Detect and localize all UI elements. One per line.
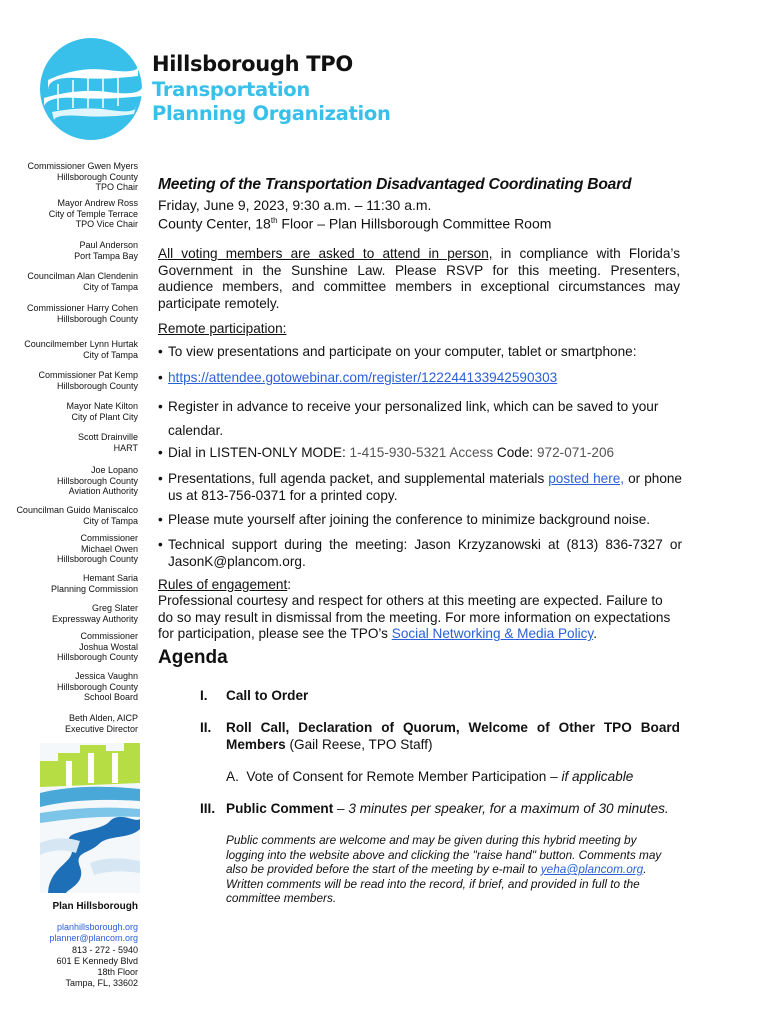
website-link[interactable]: planhillsborough.org (56, 922, 138, 933)
member-entry: Commissioner Michael Owen Hillsborough County (56, 533, 138, 564)
member-entry: Councilmember Lynn Hurtak City of Tampa (24, 339, 138, 360)
member-entry: Commissioner Pat Kemp Hillsborough County (38, 370, 138, 391)
member-entry: Scott Drainville HART (77, 432, 138, 453)
attendance-notice: All voting members are asked to attend in person, in compliance with Florida’s Government in the Sunshine Law. Please RSVP for this meeting. Presenters, audience members, and committee members in exceptional circumstances may participate remotely. (158, 246, 680, 311)
materials-link[interactable]: posted here, (548, 471, 625, 486)
member-entry: Mayor Andrew Ross City of Temple Terrace TPO Vice Chair (48, 198, 138, 229)
address-line: 18th Floor (97, 967, 138, 978)
board-members-list (0, 161, 138, 734)
agenda-item: III. Public Comment – 3 minutes per speaker, for a maximum of 30 minutes. (200, 801, 669, 816)
member-entry: Commissioner Harry Cohen Hillsborough County (26, 303, 138, 324)
plan-hillsborough-contact (0, 901, 138, 989)
agenda-item: II. Roll Call, Declaration of Quorum, Welcome of Other TPO Board Members (Gail Reese, TPO Staff) (200, 720, 680, 752)
email-link[interactable]: planner@plancom.org (49, 933, 138, 944)
list-item: • Register in advance to receive your personalized link, which can be saved to your calendar. (158, 399, 659, 438)
member-entry: Greg Slater Expressway Authority (51, 603, 138, 624)
meeting-title: Meeting of the Transportation Disadvantaged Coordinating Board (158, 176, 632, 193)
org-line-2: Transportation (152, 78, 310, 101)
member-entry: Beth Alden, AICP Executive Director (64, 713, 138, 734)
member-entry: Commissioner Joshua Wostal Hillsborough County (56, 631, 138, 662)
list-item: • Please mute yourself after joining the conference to minimize background noise. (158, 512, 651, 527)
webinar-registration-link[interactable]: https://attendee.gotowebinar.com/register/122244133942590303 (168, 370, 558, 385)
member-entry: Mayor Nate Kilton City of Plant City (66, 401, 138, 422)
tpo-logo (38, 36, 144, 142)
member-entry: Hemant Saria Planning Commission (50, 573, 138, 594)
list-item: • https://attendee.gotowebinar.com/register/122244133942590303 (158, 370, 558, 385)
list-item: • Technical support during the meeting: Jason Krzyzanowski at (813) 836-7327 or JasonK@plancom.org. (158, 537, 682, 569)
agenda-heading: Agenda (158, 647, 228, 668)
comment-email-link[interactable]: yeha@plancom.org (540, 862, 644, 876)
meeting-location: County Center, 18th Floor – Plan Hillsborough Committee Room (158, 215, 552, 232)
agenda-subitem: A. Vote of Consent for Remote Member Participation – if applicable (226, 769, 634, 784)
member-entry: Commissioner Gwen Myers Hillsborough County TPO Chair (27, 161, 138, 192)
remote-participation-heading: Remote participation: (158, 321, 287, 336)
address-line: Tampa, FL, 33602 (65, 978, 138, 989)
rules-text: Professional courtesy and respect for others at this meeting are expected. Failure to do so may result in dismissal from the meeting. For more information on expectations for participation, please see the TPO’s Social Networking & Media Policy. (158, 593, 671, 641)
member-entry: Councilman Guido Maniscalco City of Tampa (16, 505, 138, 526)
plan-hillsborough-graphic (40, 743, 140, 893)
member-entry: Jessica Vaughn Hillsborough County School Board (56, 671, 138, 702)
org-line-3: Planning Organization (152, 102, 391, 125)
list-item: • Dial in LISTEN-ONLY MODE: 1-415-930-5321 Access Code: 972-071-206 (158, 445, 615, 460)
member-entry: Councilman Alan Clendenin City of Tampa (27, 271, 138, 292)
phone-number: 813 - 272 - 5940 (71, 944, 138, 955)
social-media-policy-link[interactable]: Social Networking & Media Policy (391, 626, 594, 641)
rules-heading: Rules of engagement: (158, 577, 292, 592)
public-comment-note: Public comments are welcome and may be given during this hybrid meeting by logging into the website above and clicking the "raise hand" button. Comments may also be provided before the start of the meeting by e-mail to yeha@plancom.org. Written comments will be read into the record, if brief, and provided in full to the committee members. (226, 833, 662, 905)
list-item: • Presentations, full agenda packet, and supplemental materials posted here, or phone us at 813-756-0371 for a printed copy. (158, 471, 682, 503)
address-line: 601 E Kennedy Blvd (56, 955, 138, 966)
member-entry: Joe Lopano Hillsborough County Aviation Authority (56, 465, 138, 496)
list-item: • To view presentations and participate on your computer, tablet or smartphone: (158, 344, 637, 359)
plan-title: Plan Hillsborough (52, 901, 138, 912)
org-name: Hillsborough TPO (152, 52, 353, 76)
agenda-item: I. Call to Order (200, 688, 309, 703)
member-entry: Paul Anderson Port Tampa Bay (74, 240, 138, 261)
meeting-date: Friday, June 9, 2023, 9:30 a.m. – 11:30 a.m. (158, 197, 432, 213)
